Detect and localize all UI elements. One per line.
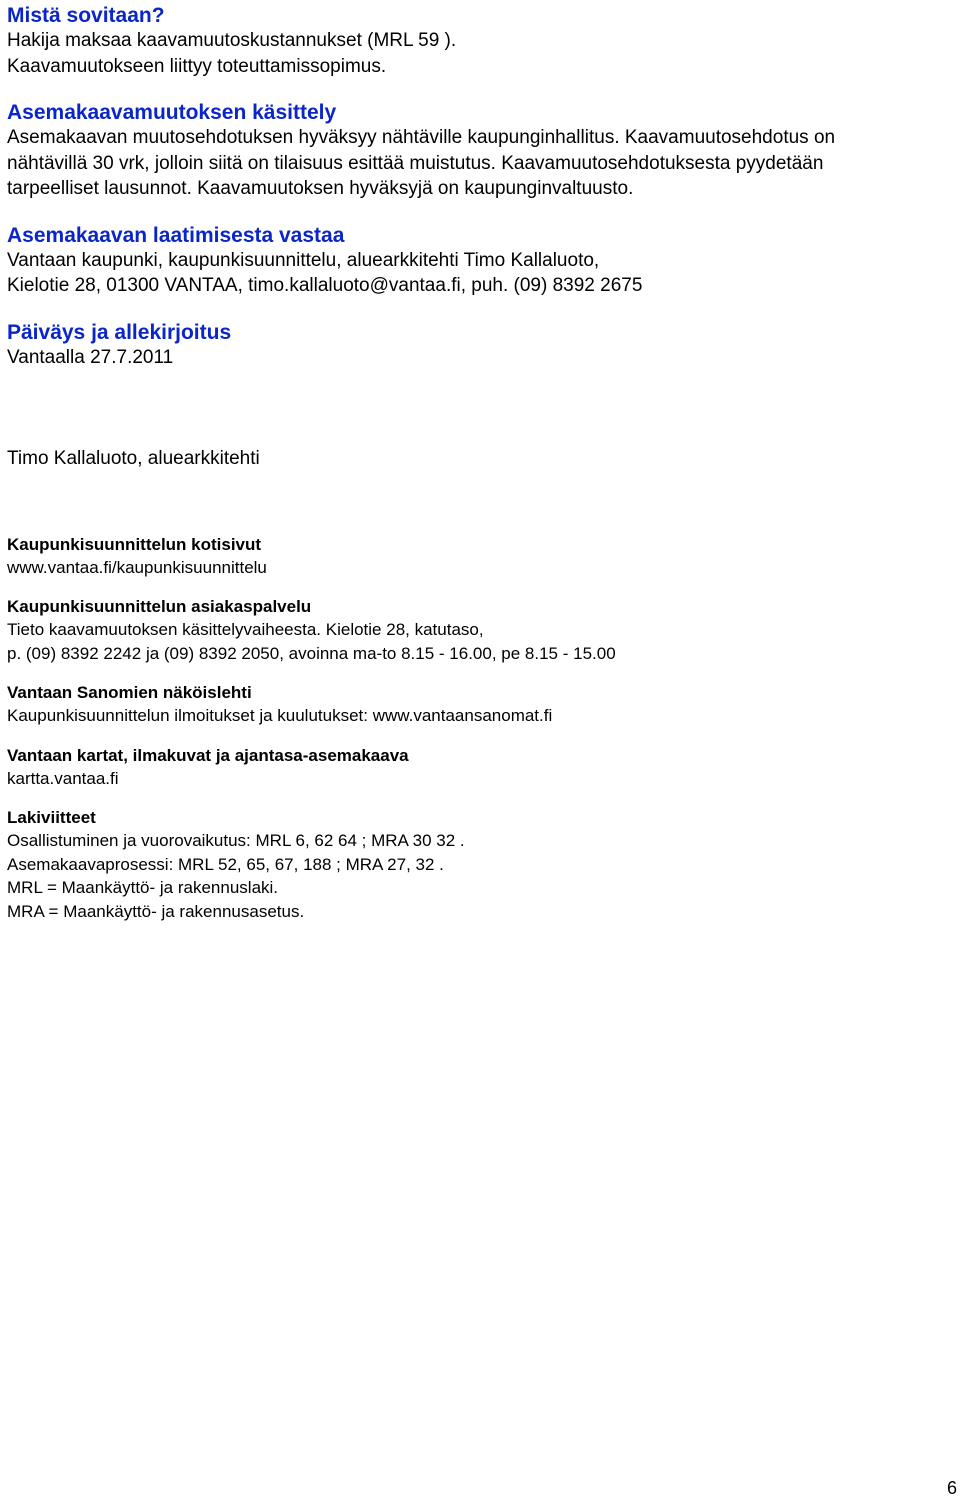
paragraph-line: nähtävillä 30 vrk, jolloin siitä on tilaisuus esittää muistutus. Kaavamuutosehdotuksesta pyydetään <box>7 152 824 174</box>
section-heading: Päiväys ja allekirjoitus <box>7 320 232 344</box>
paragraph-line: Hakija maksaa kaavamuutoskustannukset (MRL 59 ). <box>7 30 457 51</box>
page-number: 6 <box>946 1478 957 1498</box>
info-block-law-references <box>7 807 957 923</box>
info-block-newspaper <box>7 682 957 728</box>
paragraph-line: Asemakaavan muutosehdotuksen hyväksyy nähtäville kaupunginhallitus. Kaavamuutosehdotus on <box>7 127 836 148</box>
homepage-url: www.vantaa.fi/kaupunkisuunnittelu <box>7 557 267 577</box>
paragraph-line: Kielotie 28, 01300 VANTAA, timo.kallaluoto@vantaa.fi, puh. (09) 8392 2675 <box>7 275 643 296</box>
law-line: MRL = Maankäyttö- ja rakennuslaki. <box>7 878 279 897</box>
info-line: Tieto kaavamuutoksen käsittelyvaiheesta. Kielotie 28, katutaso, <box>7 620 484 639</box>
section-responsible <box>7 223 957 299</box>
law-line: MRA = Maankäyttö- ja rakennusasetus. <box>7 901 305 921</box>
info-heading: Kaupunkisuunnittelun kotisivut <box>7 534 262 554</box>
info-line: p. (09) 8392 2242 ja (09) 8392 2050, avoinna ma-to 8.15 - 16.00, pe 8.15 - 15.00 <box>7 643 616 663</box>
info-block-maps <box>7 745 957 791</box>
info-heading: Kaupunkisuunnittelun asiakaspalvelu <box>7 597 312 616</box>
info-block-homepage <box>7 534 957 580</box>
signer-name: Timo Kallaluoto, aluearkkitehti <box>7 448 260 469</box>
law-line: Osallistuminen ja vuorovaikutus: MRL 6, 62 64 ; MRA 30 32 . <box>7 831 465 850</box>
section-heading: Asemakaavamuutoksen käsittely <box>7 101 337 124</box>
maps-url: kartta.vantaa.fi <box>7 768 119 788</box>
info-line: Kaupunkisuunnittelun ilmoitukset ja kuulutukset: www.vantaansanomat.fi <box>7 706 553 725</box>
info-heading: Vantaan kartat, ilmakuvat ja ajantasa-asemakaava <box>7 745 409 765</box>
info-heading: Vantaan Sanomien näköislehti <box>7 683 252 702</box>
law-line: Asemakaavaprosessi: MRL 52, 65, 67, 188 ; MRA 27, 32 . <box>7 854 444 874</box>
section-signature <box>7 320 957 472</box>
section-heading: Mistä sovitaan? <box>7 4 165 27</box>
section-processing <box>7 100 957 202</box>
paragraph-line: Kaavamuutokseen liittyy toteuttamissopimus. <box>7 55 387 77</box>
document-page <box>7 3 957 923</box>
section-agreement <box>7 3 957 79</box>
place-date: Vantaalla 27.7.2011 <box>7 346 174 368</box>
section-heading: Asemakaavan laatimisesta vastaa <box>7 223 345 247</box>
paragraph-line: Vantaan kaupunki, kaupunkisuunnittelu, aluearkkitehti Timo Kallaluoto, <box>7 249 600 271</box>
info-heading: Lakiviitteet <box>7 808 96 827</box>
info-block-customer-service <box>7 596 957 665</box>
paragraph-line: tarpeelliset lausunnot. Kaavamuutoksen hyväksyjä on kaupunginvaltuusto. <box>7 178 634 199</box>
